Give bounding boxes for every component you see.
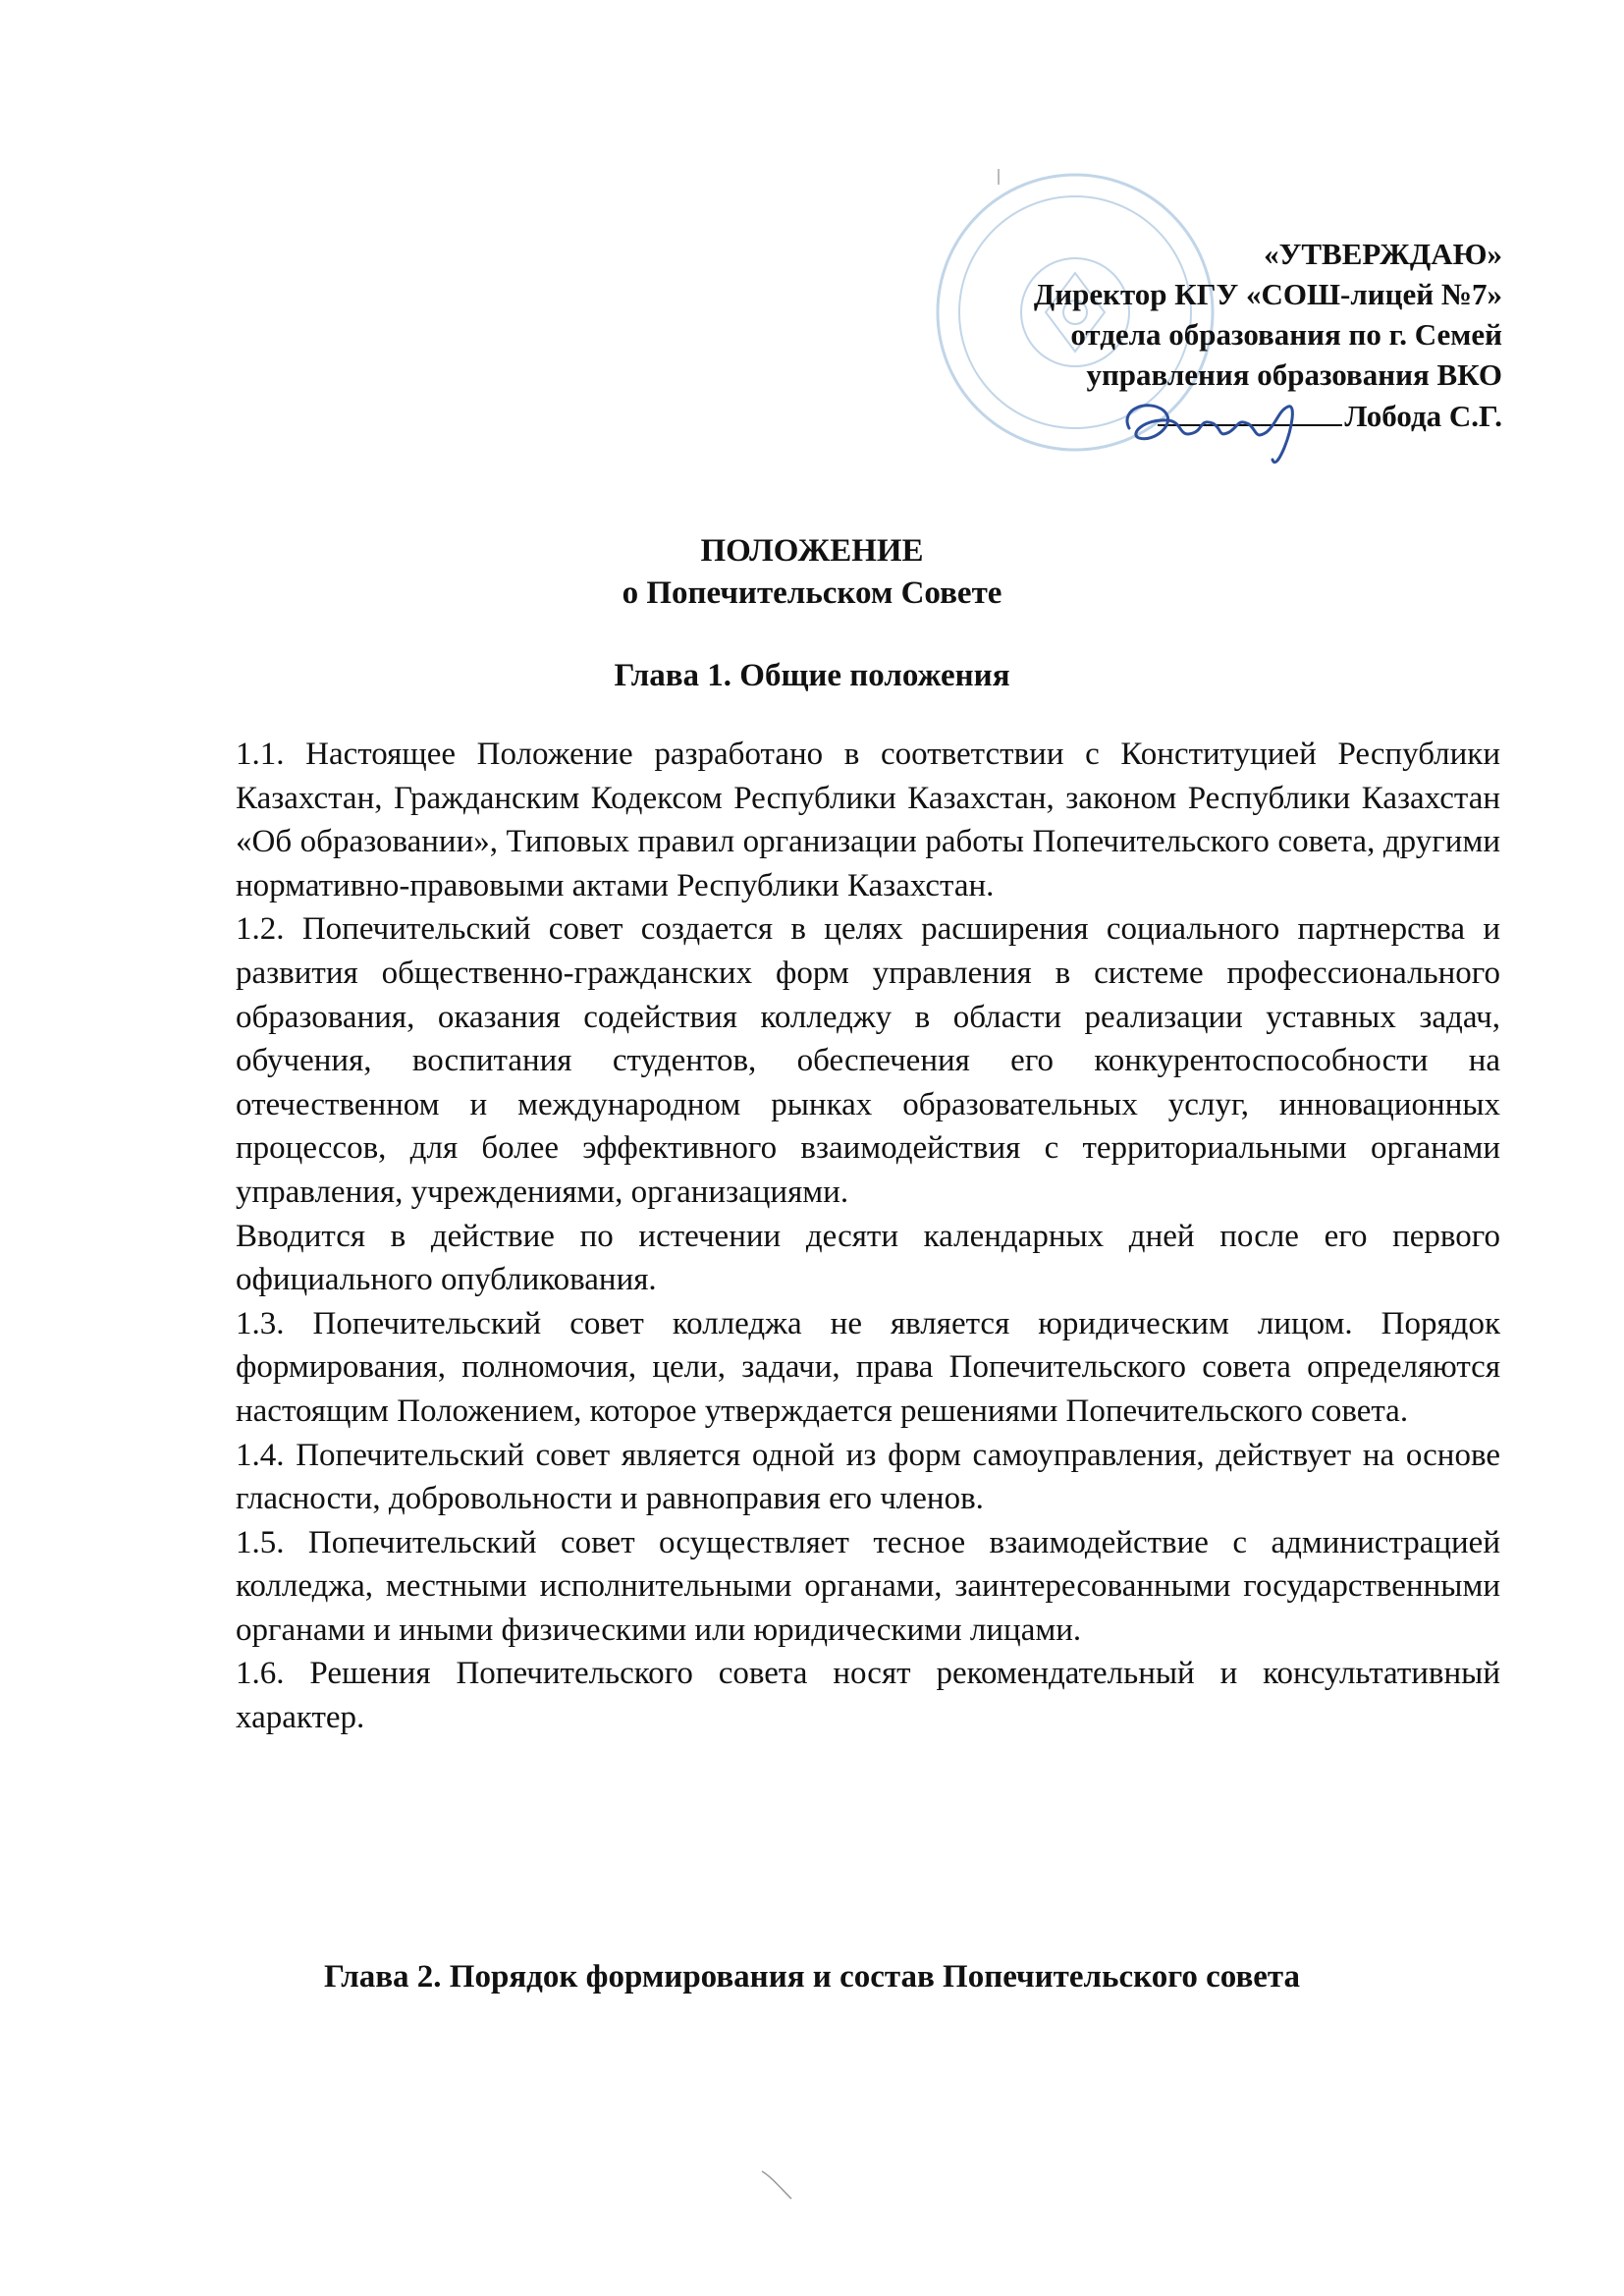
paragraph-1-6: 1.6. Решения Попечительского совета носят рекомендательный и консультативный характер. [236, 1656, 1500, 1736]
scan-speck [994, 167, 1003, 187]
scan-speck [758, 2165, 797, 2205]
approval-position: Директор КГУ «СОШ-лицей №7» [1033, 277, 1502, 311]
paragraph-1-3: 1.3. Попечительский совет колледжа не является юридическим лицом. Порядок формирования, полномочия, цели, задачи, права Попечительского совета определяются настоящим Положением, которое утверждается решениями Попечительского совета. [236, 1305, 1500, 1429]
paragraph-1-1: 1.1. Настоящее Положение разработано в соответствии с Конституцией Республики Казахстан, Гражданским Кодексом Республики Казахстан, законом Республики Казахстан «Об образовании», Типовых правил организации работы Попечительского совета, другими нормативно-правовыми актами Республики Казахстан. [236, 737, 1500, 903]
chapter-1-heading: Глава 1. Общие положения [614, 658, 1010, 693]
approval-administration: управления образования ВКО [1086, 357, 1502, 392]
approval-department: отдела образования по г. Семей [1070, 317, 1502, 352]
document-subtitle: о Попечительском Совете [622, 575, 1002, 611]
paragraph-1-2: 1.2. Попечительский совет создается в целях расширения социального партнерства и развития общественно-гражданских форм управления в системе профессионального образования, оказания содействия колледжу в области реализации уставных задач, обучения, воспитания студентов, обеспечения его конкурентоспособности на отечественном и международном рынках образовательных услуг, инновационных процессов, для более эффективного взаимодействия с территориальными органами управления, учреждениями, организациями. [236, 911, 1500, 1210]
paragraph-1-5: 1.5. Попечительский совет осуществляет тесное взаимодействие с администрацией колледжа, местными исполнительными органами, заинтересованными государственными органами и иными физическими или юридическими лицами. [236, 1524, 1500, 1648]
approval-heading: «УТВЕРЖДАЮ» [1264, 237, 1502, 271]
chapter-1-body [236, 733, 1500, 1740]
approval-signatory: Лобода С.Г. [1344, 399, 1502, 433]
handwritten-signature [1110, 389, 1335, 467]
paragraph-1-4: 1.4. Попечительский совет является одной из форм самоуправления, действует на основе гласности, добровольности и равноправия его членов. [236, 1437, 1500, 1517]
chapter-2-heading: Глава 2. Порядок формирования и состав Попечительского совета [323, 1959, 1301, 1995]
paragraph-effective: Вводится в действие по истечении десяти календарных дней после его первого официального опубликования. [236, 1218, 1500, 1298]
document-title: ПОЛОЖЕНИЕ [700, 533, 924, 569]
